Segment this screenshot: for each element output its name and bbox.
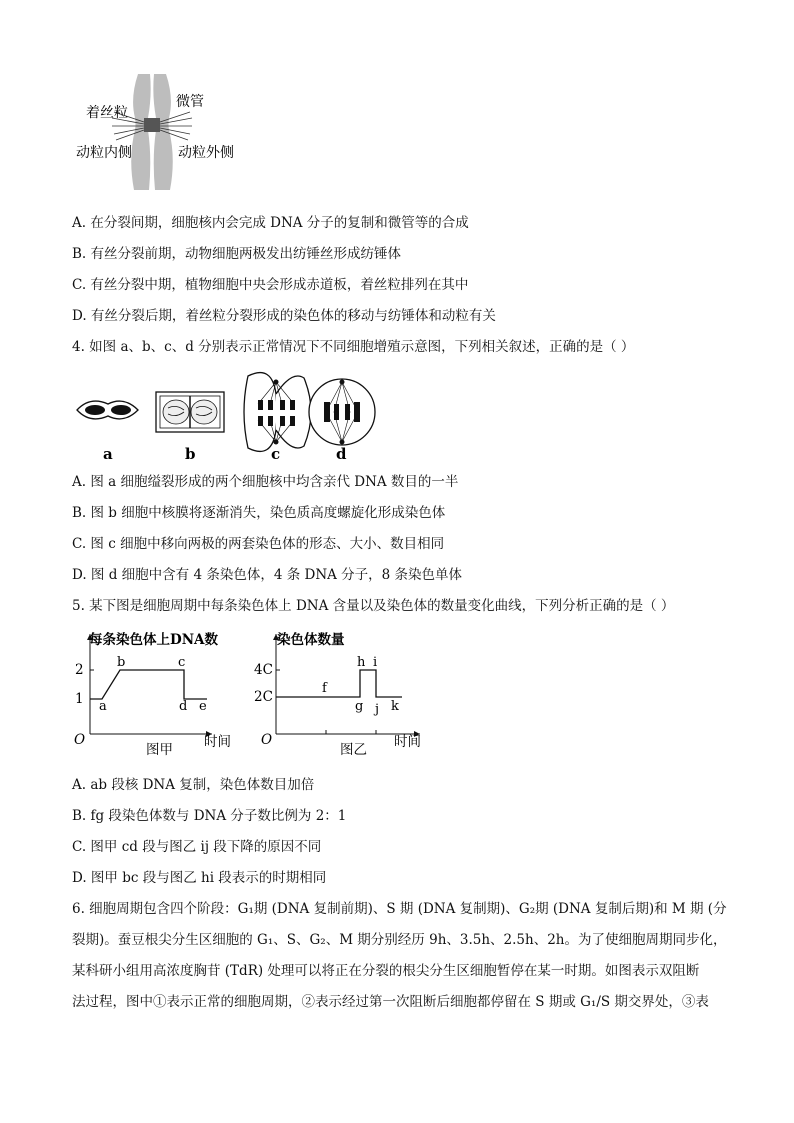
chart2-xlabel: 时间 (394, 734, 421, 750)
chart2-title: 图乙 (340, 742, 367, 758)
q3-option-c: C. 有丝分裂中期，植物细胞中央会形成赤道板，着丝粒排列在其中 (72, 277, 469, 293)
chart1-ytick-2: 2 (75, 662, 84, 678)
q4-cell-figures (72, 364, 382, 464)
label-a: a (103, 445, 113, 463)
q5-option-b: B. fg 段染色体数与 DNA 分子数比例为 2：1 (72, 808, 347, 824)
chart1-ytick-1: 1 (75, 691, 84, 707)
cell-b-figure (156, 392, 224, 432)
q5-charts (72, 626, 442, 760)
chart1-ylabel: 每条染色体上DNA数 (89, 632, 219, 648)
label-centromere: 着丝粒 (86, 105, 128, 121)
chart1-axes (90, 634, 212, 734)
q5-stem: 5. 某下图是细胞周期中每条染色体上 DNA 含量以及染色体的数量变化曲线，下列分析正确的是（ ） (72, 598, 675, 614)
chart2-axes (276, 634, 420, 734)
q5-option-d: D. 图甲 bc 段与图乙 hi 段表示的时期相同 (72, 870, 327, 886)
q6-line-2: 裂期)。蚕豆根尖分生区细胞的 G₁、S、G₂、M 期分别经历 9h、3.5h、2.5h、2h。为了使细胞周期同步化， (72, 932, 727, 948)
q3-option-b: B. 有丝分裂前期，动物细胞两极发出纺锤丝形成纺锤体 (72, 246, 402, 262)
chart2-point-j: j (375, 702, 380, 717)
q3-option-d: D. 有丝分裂后期，着丝粒分裂形成的染色体的移动与纺锤体和动粒有关 (72, 308, 496, 324)
chart2-point-h: h (357, 655, 366, 670)
label-kinetochore-inner: 动粒内侧 (76, 145, 132, 161)
cell-d-figure (309, 379, 375, 445)
q4-option-a: A. 图 a 细胞缢裂形成的两个细胞核中均含亲代 DNA 数目的一半 (72, 474, 459, 490)
chart1-point-d: d (179, 699, 188, 714)
chart1-point-c: c (178, 655, 186, 670)
q6-line-4: 法过程，图中①表示正常的细胞周期，②表示经过第一次阻断后细胞都停留在 S 期或 G₁/S 期交界处，③表 (72, 994, 709, 1010)
q5-option-c: C. 图甲 cd 段与图乙 ij 段下降的原因不同 (72, 839, 322, 855)
chart1-origin: O (74, 732, 86, 748)
chart2-ytick-4c: 4C (254, 662, 273, 678)
cell-c-figure (244, 373, 311, 452)
chart1-point-a: a (99, 699, 107, 714)
chart1-point-b: b (117, 655, 126, 670)
label-d: d (336, 445, 347, 463)
chart2-ylabel: 染色体数量 (277, 632, 345, 648)
chart2-point-k: k (391, 699, 399, 714)
q4-option-b: B. 图 b 细胞中核膜将逐渐消失，染色质高度螺旋化形成染色体 (72, 505, 446, 521)
label-microtubule: 微管 (176, 94, 204, 110)
chart1-title: 图甲 (146, 742, 173, 758)
chart2-point-f: f (322, 681, 327, 696)
q3-option-a: A. 在分裂间期，细胞核内会完成 DNA 分子的复制和微管等的合成 (72, 215, 469, 231)
label-kinetochore-outer: 动粒外侧 (178, 145, 234, 161)
q5-option-a: A. ab 段核 DNA 复制，染色体数目加倍 (72, 777, 315, 793)
chart1-point-e: e (199, 699, 207, 714)
chart1-series-line (90, 670, 207, 699)
chart2-point-g: g (355, 699, 364, 714)
q4-option-d: D. 图 d 细胞中含有 4 条染色体，4 条 DNA 分子，8 条染色单体 (72, 567, 463, 583)
q4-stem: 4. 如图 a、b、c、d 分别表示正常情况下不同细胞增殖示意图，下列相关叙述，正确的是（ ） (72, 339, 635, 355)
q6-line-1: 6. 细胞周期包含四个阶段：G₁期 (DNA 复制前期)、S 期 (DNA 复制期)、G₂期 (DNA 复制后期)和 M 期 (分 (72, 901, 727, 917)
chart2-ytick-2c: 2C (254, 689, 273, 705)
chart2-origin: O (261, 732, 273, 748)
label-b: b (185, 445, 196, 463)
cell-a-figure (77, 401, 138, 419)
chart2-point-i: i (373, 655, 378, 670)
centromere (144, 118, 160, 132)
q4-option-c: C. 图 c 细胞中移向两极的两套染色体的形态、大小、数目相同 (72, 536, 445, 552)
chromosome-kinetochore-figure (72, 68, 252, 196)
label-c: c (271, 445, 281, 463)
chart1-xlabel: 时间 (204, 734, 231, 750)
chart2-series-line (276, 670, 402, 697)
q6-line-3: 某科研小组用高浓度胸苷 (TdR) 处理可以将正在分裂的根尖分生区细胞暂停在某一时期。如图表示双阻断 (72, 963, 700, 979)
